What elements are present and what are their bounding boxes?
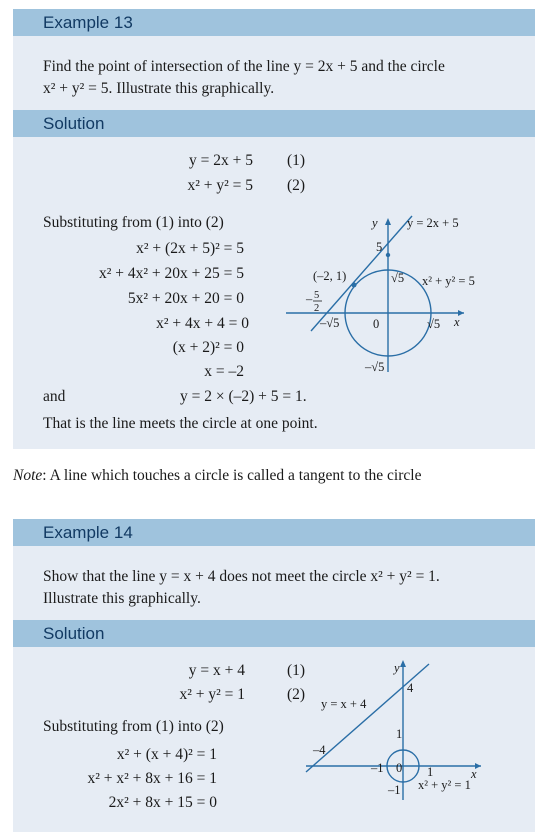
ex13-step-1: x² + (2x + 5)² = 5	[136, 240, 244, 257]
ex13-top-sqrt5: √5	[391, 271, 405, 285]
ex13-right-sqrt5: √5	[427, 317, 441, 331]
ex13-solution-header: Solution	[13, 110, 535, 137]
example-13-header: Example 13	[13, 9, 535, 36]
ex14-subst: Substituting from (1) into (2)	[43, 718, 224, 735]
ex13-y-calc: y = 2 × (–2) + 5 = 1.	[180, 388, 307, 405]
ex13-frac-den: 2	[314, 303, 320, 314]
ex13-bottom-neg-sqrt5: –√5	[365, 360, 385, 374]
ex13-eq2-tag: (2)	[287, 177, 306, 194]
ex14-line-label: y = x + 4	[321, 697, 367, 711]
ex14-eq1: y = x + 4	[188, 662, 245, 679]
ex13-origin: 0	[373, 317, 380, 331]
note-label: Note	[13, 467, 43, 484]
ex14-solution-header: Solution	[13, 620, 535, 647]
ex14-origin: 0	[396, 761, 403, 775]
ex14-bottom-neg-one: –1	[388, 783, 401, 797]
ex13-step-6: x = –2	[204, 363, 244, 380]
ex13-y-axis-label: y	[372, 216, 378, 230]
ex13-frac-minus: –	[306, 292, 313, 306]
ex13-conclusion: That is the line meets the circle at one point.	[43, 415, 318, 432]
ex14-step-3: 2x² + 8x + 15 = 0	[108, 794, 217, 811]
ex14-circle-label: x² + y² = 1	[418, 778, 471, 792]
ex14-eq2: x² + y² = 1	[179, 686, 245, 703]
ex14-step-2: x² + x² + 8x + 16 = 1	[87, 770, 217, 787]
ex14-top-one: 1	[396, 727, 403, 741]
ex13-point-label: (–2, 1)	[313, 269, 347, 283]
ex13-eq1: y = 2x + 5	[189, 152, 253, 169]
ex13-step-5: (x + 2)² = 0	[172, 339, 244, 356]
ex14-x-axis-label: x	[471, 767, 477, 781]
ex14-y-axis-label: y	[394, 661, 400, 675]
ex13-eq2: x² + y² = 5	[187, 177, 253, 194]
ex13-subst: Substituting from (1) into (2)	[43, 214, 224, 231]
ex13-frac-num: 5	[314, 290, 320, 301]
ex13-step-3: 5x² + 20x + 20 = 0	[127, 290, 244, 307]
ex14-problem-line2: Illustrate this graphically.	[43, 590, 201, 607]
ex13-line-label: y = 2x + 5	[407, 216, 459, 230]
ex14-step-1: x² + (x + 4)² = 1	[116, 746, 217, 763]
ex14-x-intercept-label: –4	[313, 743, 326, 757]
ex13-and: and	[43, 388, 66, 405]
ex14-y-intercept-label: 4	[407, 681, 414, 695]
ex13-step-4: x² + 4x + 4 = 0	[156, 315, 249, 332]
ex14-eq2-tag: (2)	[287, 686, 306, 703]
note-text: : A line which touches a circle is called a tangent to the circle	[42, 467, 422, 484]
ex13-problem-line2: x² + y² = 5. Illustrate this graphically.	[43, 80, 275, 97]
ex14-eq1-tag: (1)	[287, 662, 306, 679]
ex13-problem-line1: Find the point of intersection of the line y = 2x + 5 and the circle	[43, 58, 445, 75]
ex13-x-axis-label: x	[454, 315, 460, 329]
ex14-right-one: 1	[427, 765, 434, 779]
ex13-step-2: x² + 4x² + 20x + 25 = 5	[98, 265, 244, 282]
example-14-header: Example 14	[13, 519, 535, 546]
ex14-problem-line1: Show that the line y = x + 4 does not meet the circle x² + y² = 1.	[43, 568, 440, 585]
ex13-left-neg-sqrt5: –√5	[320, 316, 340, 330]
ex13-circle-label: x² + y² = 5	[422, 274, 475, 288]
ex13-eq1-tag: (1)	[287, 152, 306, 169]
ex14-left-neg-one: –1	[371, 761, 384, 775]
ex13-y-intercept-label: 5	[376, 240, 383, 254]
